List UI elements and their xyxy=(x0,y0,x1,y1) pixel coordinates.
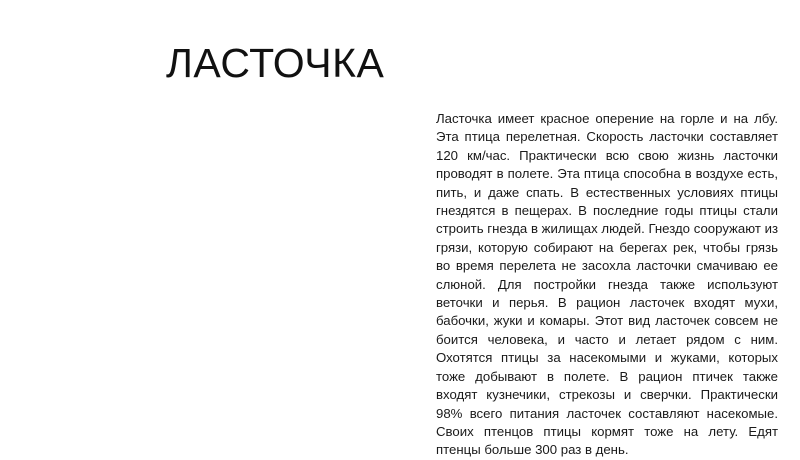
body-text-box xyxy=(436,110,778,458)
slide-title: ЛАСТОЧКА xyxy=(166,40,385,86)
body-paragraph: Ласточка имеет красное оперение на горле и на лбу. Эта птица перелетная. Скорость ласточки составляет 120 км/час. Практически всю свою жизнь ласточки проводят в полете. Эта птица способна в воздухе есть, пить, и даже спать. В естественных условиях птицы гнездятся в пещерах. В последние годы птицы стали строить гнезда в жилищах людей. Гнездо сооружают из грязи, которую собирают на берегах рек, чтобы грязь во время перелета не засохла ласточки смачиваю ее слюной. Для постройки гнезда также используют веточки и перья. В рацион ласточек входят мухи, бабочки, жуки и комары. Этот вид ласточек совсем не боится человека, и часто и летает рядом с ним. Охотятся птицы за насекомыми и жуками, которых тоже добывают в полете. В рацион птичек также входят кузнечики, стрекозы и сверчки. Практически 98% всего питания ласточек составляют насекомые. Своих птенцов птицы кормят тоже на лету. Едят птенцы больше 300 раз в день. xyxy=(436,111,778,458)
